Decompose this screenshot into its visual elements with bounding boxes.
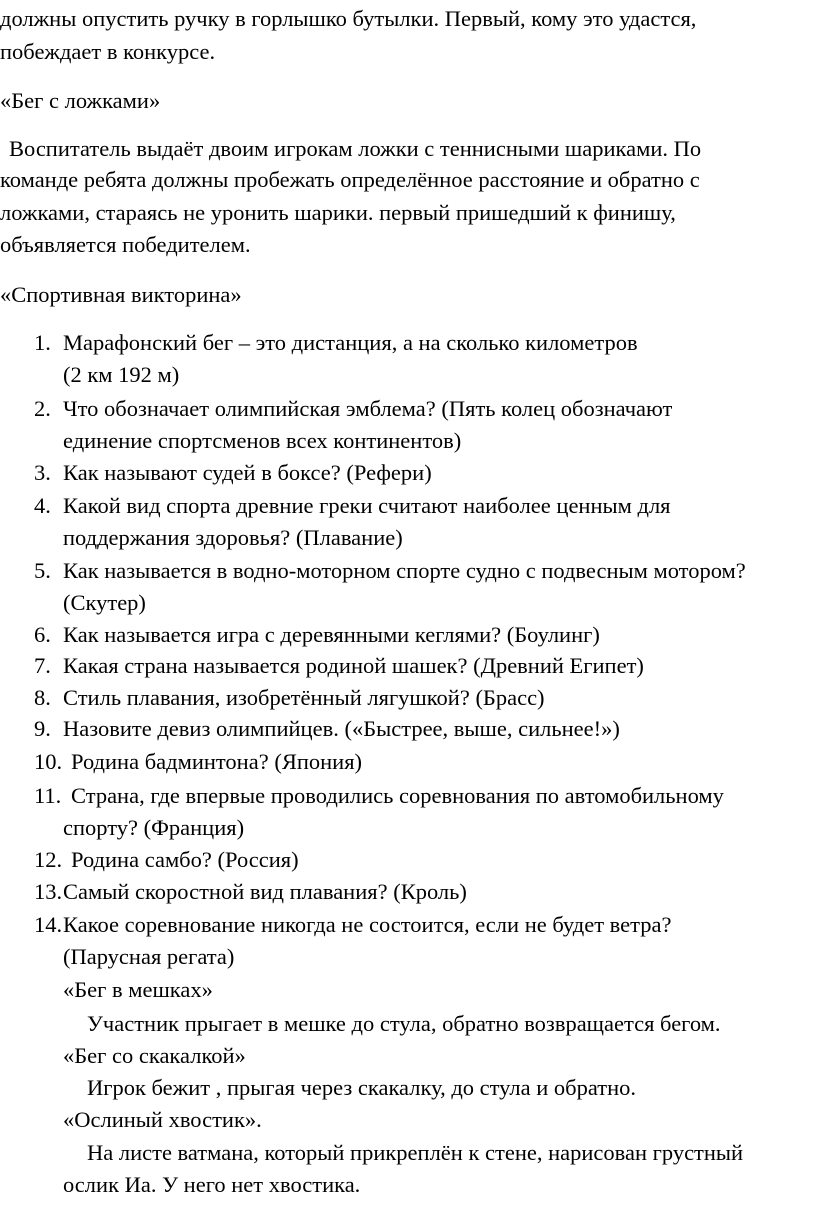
list-item-text: (Парусная регата) (63, 944, 235, 969)
paragraph-line: Участник прыгает в мешке до стула, обратно возвращается бегом. (87, 1011, 721, 1036)
list-item-text: Что обозначает олимпийская эмблема? (Пять колец обозначают (63, 396, 673, 421)
list-item-text: Марафонский бег – это дистанция, а на сколько километров (63, 330, 638, 355)
list-item-text: Стиль плавания, изобретённый лягушкой? (Брасс) (63, 685, 545, 710)
list-item-number: 2. (34, 396, 51, 421)
list-item-text: Как называют судей в боксе? (Рефери) (63, 460, 432, 485)
list-item-number: 14. (34, 912, 63, 937)
list-item-number: 13. (34, 879, 63, 904)
list-item-text: единение спортсменов всех континентов) (63, 428, 462, 453)
list-item-text: Какое соревнование никогда не состоится, если не будет ветра? (63, 912, 672, 937)
list-item-text: (2 км 192 м) (63, 362, 180, 387)
paragraph-line: Воспитатель выдаёт двоим игрокам ложки с теннисными шариками. По (9, 136, 702, 161)
intro-line: должны опустить ручку в горлышко бутылки. Первый, кому это удастся, (0, 6, 697, 31)
paragraph-line: команде ребята должны пробежать определённое расстояние и обратно с (0, 167, 700, 192)
list-item-number: 12. (34, 847, 63, 872)
list-item-number: 9. (34, 716, 51, 741)
paragraph-line: объявляется победителем. (0, 232, 251, 257)
list-item-text: Какая страна называется родиной шашек? (Древний Египет) (63, 653, 644, 678)
section-title-donkey: «Ослиный хвостик». (63, 1107, 262, 1132)
paragraph-line: ложками, стараясь не уронить шарики. первый пришедший к финишу, (0, 200, 676, 225)
list-item-text: Страна, где впервые проводились соревнования по автомобильному (71, 783, 724, 808)
list-item-text: Самый скоростной вид плавания? (Кроль) (63, 879, 467, 904)
paragraph-line: Игрок бежит , прыгая через скакалку, до стула и обратно. (87, 1075, 637, 1100)
section-title-quiz: «Спортивная викторина» (0, 282, 242, 307)
list-item-number: 3. (34, 460, 51, 485)
list-item-text: Как называется в водно-моторном спорте судно с подвесным мотором? (63, 558, 746, 583)
intro-line: побеждает в конкурсе. (0, 39, 216, 64)
paragraph-line: На листе ватмана, который прикреплён к стене, нарисован грустный (87, 1140, 744, 1165)
list-item-number: 6. (34, 622, 51, 647)
list-item-number: 1. (34, 330, 51, 355)
list-item-text: (Скутер) (63, 590, 146, 615)
list-item-text: Родина бадминтона? (Япония) (71, 749, 363, 774)
list-item-number: 4. (34, 493, 51, 518)
list-item-text: Назовите девиз олимпийцев. («Быстрее, выше, сильнее!») (63, 716, 620, 741)
section-title-sack: «Бег в мешках» (63, 977, 213, 1002)
list-item-text: поддержания здоровья? (Плавание) (63, 525, 403, 550)
list-item-number: 7. (34, 653, 51, 678)
section-title-spoons: «Бег с ложками» (0, 88, 161, 113)
list-item-number: 10. (34, 749, 63, 774)
list-item-number: 11. (34, 783, 62, 808)
list-item-text: Как называется игра с деревянными кеглями? (Боулинг) (63, 622, 600, 647)
list-item-text: спорту? (Франция) (63, 815, 245, 840)
paragraph-line: ослик Иа. У него нет хвостика. (63, 1172, 361, 1197)
list-item-number: 5. (34, 558, 51, 583)
list-item-text: Какой вид спорта древние греки считают наиболее ценным для (63, 493, 671, 518)
section-title-rope: «Бег со скакалкой» (63, 1043, 246, 1068)
list-item-number: 8. (34, 685, 51, 710)
list-item-text: Родина самбо? (Россия) (71, 847, 299, 872)
